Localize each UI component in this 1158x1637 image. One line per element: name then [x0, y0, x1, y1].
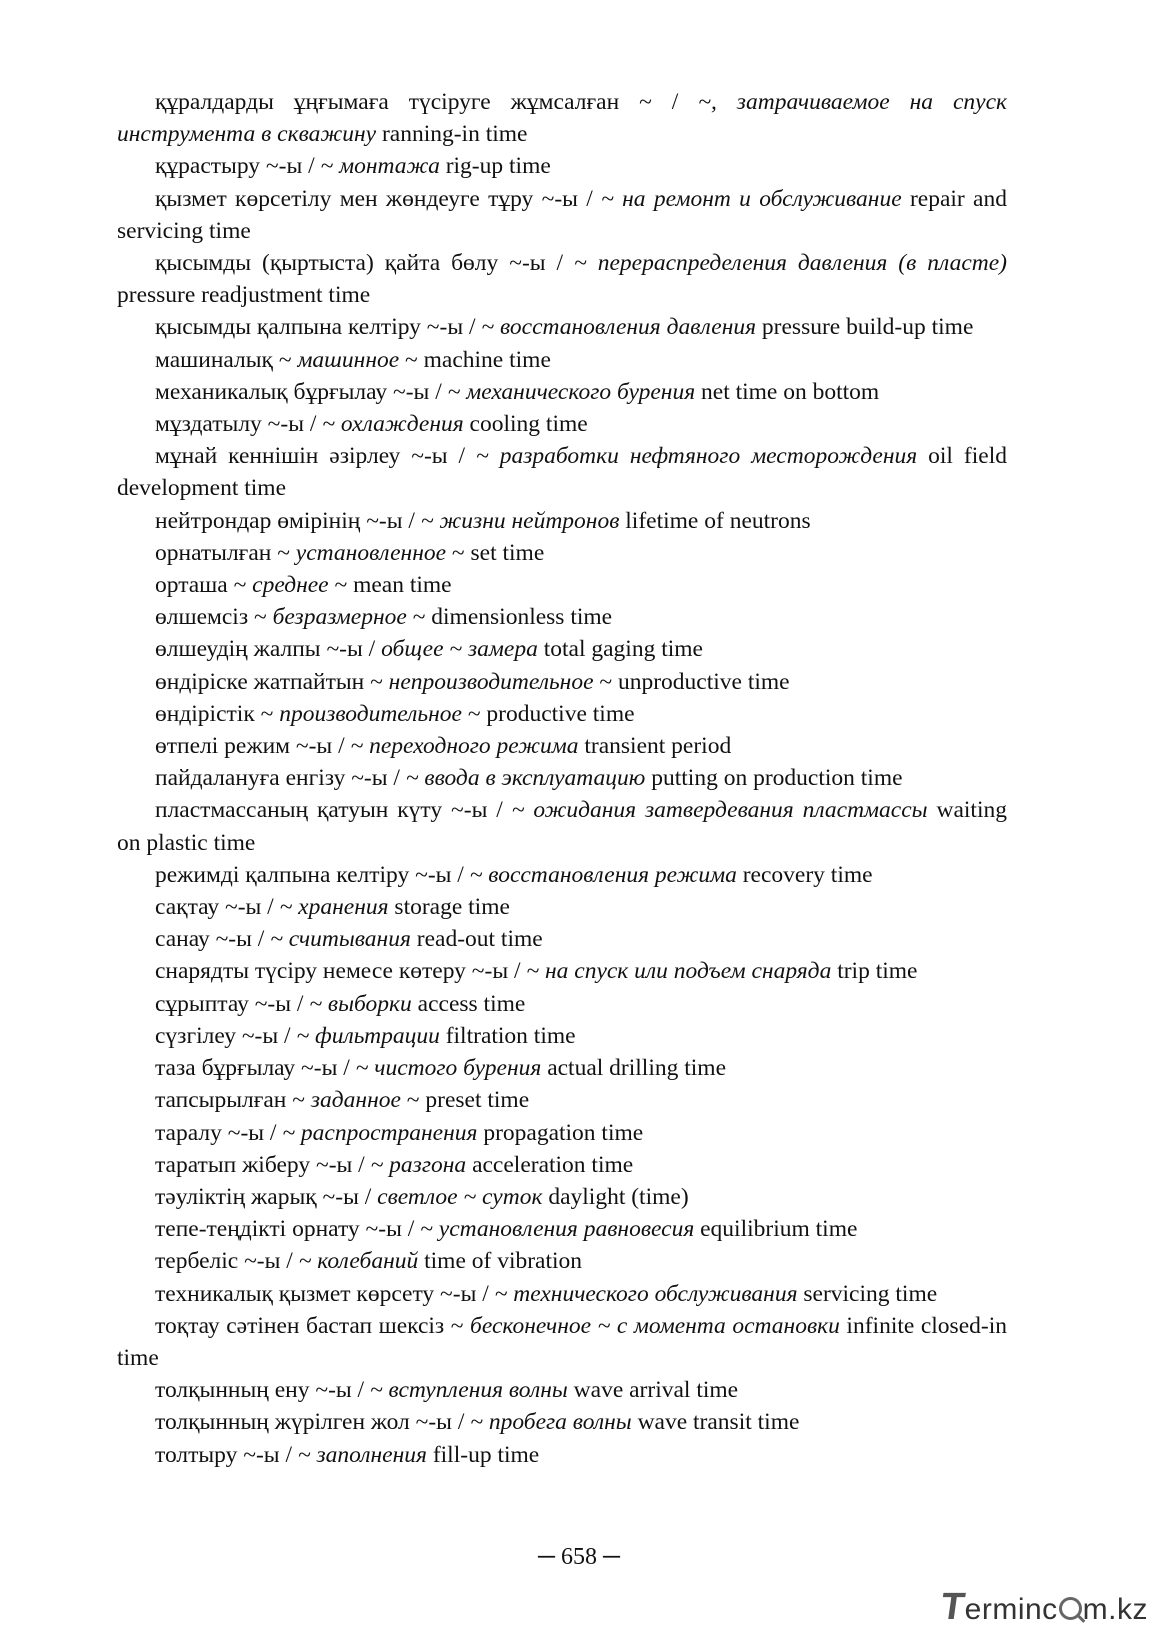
entry-kazakh-term: техникалық қызмет көрсету ~-ы /	[155, 1280, 495, 1307]
entry-russian-term: установленное	[295, 539, 447, 566]
dictionary-entry	[117, 1406, 1007, 1438]
dictionary-entry	[117, 794, 1007, 858]
entry-english-term: storage time	[388, 894, 510, 921]
dictionary-entry	[117, 730, 1007, 762]
dictionary-entry	[117, 311, 1007, 343]
dictionary-entry	[117, 1020, 1007, 1052]
entry-english-term: actual drilling time	[541, 1055, 726, 1082]
dictionary-entry	[117, 1245, 1007, 1277]
entry-russian-term: ~ механического бурения	[447, 378, 696, 405]
dictionary-entry	[117, 955, 1007, 987]
entry-english-term: time of vibration	[418, 1248, 583, 1275]
entry-russian-term: ~ разгона	[370, 1151, 467, 1178]
dictionary-entry	[117, 440, 1007, 504]
dictionary-entry	[117, 537, 1007, 569]
entry-russian-term: заданное	[310, 1087, 401, 1114]
entry-kazakh-term: тәуліктің жарық ~-ы /	[155, 1183, 378, 1210]
entry-kazakh-term: толқынның ену ~-ы /	[155, 1377, 370, 1404]
entry-russian-term: ~ технического обслуживания	[494, 1280, 798, 1307]
entry-kazakh-term: толқынның жүрілген жол ~-ы /	[155, 1409, 471, 1436]
dictionary-entry	[117, 666, 1007, 698]
dictionary-entry	[117, 698, 1007, 730]
entry-russian-term: ~ колебаний	[298, 1248, 419, 1275]
entry-kazakh-term: құралдарды ұңғымаға түсіруге жұмсалған ~ /	[155, 89, 699, 115]
entry-russian-term: ~ фильтрации	[296, 1022, 440, 1049]
entry-kazakh-term: машиналық ~	[155, 346, 298, 373]
entry-kazakh-term: толтыру ~-ы /	[155, 1441, 298, 1468]
dictionary-entry	[117, 1310, 1007, 1374]
dictionary-entries	[117, 86, 1007, 1471]
entry-english-term: read-out time	[410, 926, 543, 953]
entry-english-term: propagation time	[477, 1119, 644, 1146]
entry-russian-term: ~ разработки нефтяного месторождения	[476, 443, 918, 470]
entry-english-term: transient period	[578, 733, 732, 760]
entry-english-term: waiting on plastic time	[117, 797, 1007, 856]
entry-english-term: repair and servicing time	[117, 185, 1007, 244]
entry-english-term: fill-up time	[426, 1441, 540, 1468]
entry-english-term: pressure readjustment time	[117, 282, 371, 309]
entry-kazakh-term: пластмассаның қатуын күту ~-ы /	[155, 797, 512, 824]
entry-english-term: infinite closed-in time	[117, 1312, 1007, 1371]
dictionary-entry	[117, 1052, 1007, 1084]
dictionary-entry	[117, 247, 1007, 311]
entry-kazakh-term: тоқтау сәтінен бастап шексіз ~	[155, 1312, 471, 1339]
entry-russian-term: ~ на спуск или подъем снаряда	[526, 958, 832, 985]
entry-kazakh-term: таратып жіберу ~-ы /	[155, 1151, 371, 1178]
entry-russian-term: ~ заполнения	[297, 1441, 427, 1468]
entry-kazakh-term: механикалық бұрғылау ~-ы /	[155, 378, 448, 405]
entry-russian-term: ~ перераспределения давления (в пласте)	[574, 250, 1007, 277]
entry-kazakh-term: қысымды (қыртыста) қайта бөлу ~-ы /	[155, 250, 575, 277]
dictionary-entry	[117, 1374, 1007, 1406]
entry-english-term: wave transit time	[631, 1409, 800, 1436]
entry-kazakh-term: таралу ~-ы /	[155, 1119, 283, 1146]
dictionary-entry	[117, 988, 1007, 1020]
magnifier-icon	[1059, 1597, 1082, 1620]
entry-russian-term: производительное	[279, 700, 462, 727]
entry-kazakh-term: тербеліс ~-ы /	[155, 1248, 299, 1275]
entry-russian-term: ~ пробега волны	[470, 1409, 632, 1436]
entry-kazakh-term: мұнай кеннішін әзірлеу ~-ы /	[155, 443, 477, 470]
entry-russian-term: непроизводительное	[388, 668, 594, 695]
entry-russian-term: безразмерное	[272, 604, 407, 631]
dictionary-entry	[117, 891, 1007, 923]
entry-russian-term: ~ вступления волны	[369, 1377, 568, 1404]
entry-english-term: recovery time	[736, 861, 873, 888]
entry-kazakh-term: санау ~-ы /	[155, 926, 271, 953]
entry-russian-term: ~ распространения	[282, 1119, 478, 1146]
dictionary-entry	[117, 1181, 1007, 1213]
entry-kazakh-term: нейтрондар өмірінің ~-ы /	[155, 507, 421, 534]
entry-english-term: ranning-in time	[376, 121, 528, 148]
entry-english-term: ~ preset time	[400, 1087, 530, 1114]
dictionary-entry	[117, 1439, 1007, 1471]
dictionary-entry	[117, 923, 1007, 955]
entry-english-term: rig-up time	[439, 153, 551, 180]
entry-russian-term: бесконечное ~ с момента остановки	[470, 1312, 840, 1339]
entry-russian-term: ~ ожидания затвердевания пластмассы	[511, 797, 928, 824]
entry-russian-term: ~ переходного режима	[350, 733, 579, 760]
entry-english-term: servicing time	[797, 1280, 938, 1307]
entry-kazakh-term: қызмет көрсетілу мен жөндеуге тұру ~-ы /	[155, 185, 602, 212]
entry-russian-term: общее ~ замера	[381, 636, 538, 663]
entry-english-term: trip time	[831, 958, 918, 985]
entry-english-term: acceleration time	[466, 1151, 634, 1178]
entry-kazakh-term: режимді қалпына келтіру ~-ы /	[155, 861, 470, 888]
dictionary-entry	[117, 1149, 1007, 1181]
site-watermark	[938, 1586, 1148, 1629]
entry-kazakh-term: сұрыптау ~-ы /	[155, 990, 310, 1017]
entry-russian-term: ~ ввода в эксплуатацию	[405, 765, 646, 792]
entry-russian-term: машинное	[297, 346, 400, 373]
dictionary-entry	[117, 859, 1007, 891]
entry-russian-term: ~ охлаждения	[322, 411, 464, 438]
entry-english-term: filtration time	[439, 1022, 576, 1049]
page-number: ─ 658 ─	[537, 1544, 620, 1570]
entry-kazakh-term: орташа ~	[155, 572, 253, 599]
entry-english-term: equilibrium time	[694, 1216, 858, 1243]
entry-russian-term: ~ монтажа	[320, 153, 440, 180]
entry-kazakh-term: өндіріске жатпайтын ~	[155, 668, 389, 695]
entry-english-term: total gaging time	[537, 636, 703, 663]
entry-english-term: access time	[411, 990, 526, 1017]
entry-english-term: ~ unproductive time	[593, 668, 790, 695]
dictionary-entry	[117, 601, 1007, 633]
entry-english-term: putting on production time	[645, 765, 903, 792]
dictionary-entry	[117, 1278, 1007, 1310]
entry-kazakh-term: өндірістік ~	[155, 700, 280, 727]
entry-kazakh-term: орнатылған ~	[155, 539, 296, 566]
dictionary-entry	[117, 376, 1007, 408]
entry-kazakh-term: тапсырылған ~	[155, 1087, 311, 1114]
entry-russian-term: ~ считывания	[270, 926, 411, 953]
entry-kazakh-term: өлшеудің жалпы ~-ы /	[155, 636, 382, 663]
entry-russian-term: среднее	[252, 572, 329, 599]
dictionary-entry	[117, 505, 1007, 537]
entry-kazakh-term: мұздатылу ~-ы /	[155, 411, 323, 438]
entry-kazakh-term: сүзгілеу ~-ы /	[155, 1022, 297, 1049]
entry-kazakh-term: өлшемсіз ~	[155, 604, 273, 631]
dictionary-entry	[117, 86, 1007, 150]
entry-english-term: ~ mean time	[328, 572, 452, 599]
entry-kazakh-term: снарядты түсіру немесе көтеру ~-ы /	[155, 958, 527, 985]
watermark-text-b: m.kz	[1082, 1593, 1148, 1626]
entry-english-term: cooling time	[463, 411, 588, 438]
watermark-initial: T	[938, 1586, 968, 1628]
entry-russian-term: ~ выборки	[309, 990, 412, 1017]
dictionary-entry	[117, 150, 1007, 182]
entry-kazakh-term: пайдалануға енгізу ~-ы /	[155, 765, 406, 792]
entry-russian-term: ~ восстановления режима	[469, 861, 737, 888]
entry-english-term: ~ set time	[446, 539, 545, 566]
dictionary-entry	[117, 1117, 1007, 1149]
entry-english-term: oil field development time	[117, 443, 1007, 502]
dictionary-entry	[117, 1213, 1007, 1245]
entry-kazakh-term: қысымды қалпына келтіру ~-ы /	[155, 314, 482, 341]
watermark-text-a: erminc	[964, 1593, 1058, 1626]
dictionary-entry	[117, 1084, 1007, 1116]
entry-english-term: lifetime of neutrons	[619, 507, 811, 534]
dictionary-entry	[117, 762, 1007, 794]
entry-russian-term: ~ жизни нейтронов	[420, 507, 620, 534]
entry-english-term: daylight (time)	[542, 1183, 689, 1210]
entry-english-term: ~ machine time	[399, 346, 551, 373]
entry-russian-term: ~ на ремонт и обслуживание	[601, 185, 902, 212]
entry-english-term: ~ dimensionless time	[406, 604, 613, 631]
entry-russian-term: ~ установления равновесия	[420, 1216, 695, 1243]
entry-kazakh-term: таза бұрғылау ~-ы /	[155, 1055, 356, 1082]
dictionary-entry	[117, 633, 1007, 665]
entry-kazakh-term: тепе-теңдікті орнату ~-ы /	[155, 1216, 421, 1243]
entry-english-term: pressure build-up time	[756, 314, 974, 341]
entry-english-term: net time on bottom	[695, 378, 880, 405]
entry-kazakh-term: сақтау ~-ы /	[155, 894, 280, 921]
entry-russian-term: ~ хранения	[279, 894, 389, 921]
entry-kazakh-term: өтпелі режим ~-ы /	[155, 733, 351, 760]
dictionary-entry	[117, 344, 1007, 376]
entry-english-term: wave arrival time	[567, 1377, 739, 1404]
entry-russian-term: ~ восстановления давления	[481, 314, 757, 341]
entry-russian-term: светлое ~ суток	[377, 1183, 543, 1210]
entry-english-term: ~ productive time	[461, 700, 635, 727]
entry-kazakh-term: құрастыру ~-ы /	[155, 153, 321, 180]
entry-russian-term: ~ чистого бурения	[355, 1055, 542, 1082]
dictionary-entry	[117, 569, 1007, 601]
dictionary-entry	[117, 408, 1007, 440]
dictionary-entry	[117, 183, 1007, 247]
entry-russian-term: ~, затрачиваемое на спуск инструмента в скважину	[117, 89, 1007, 148]
